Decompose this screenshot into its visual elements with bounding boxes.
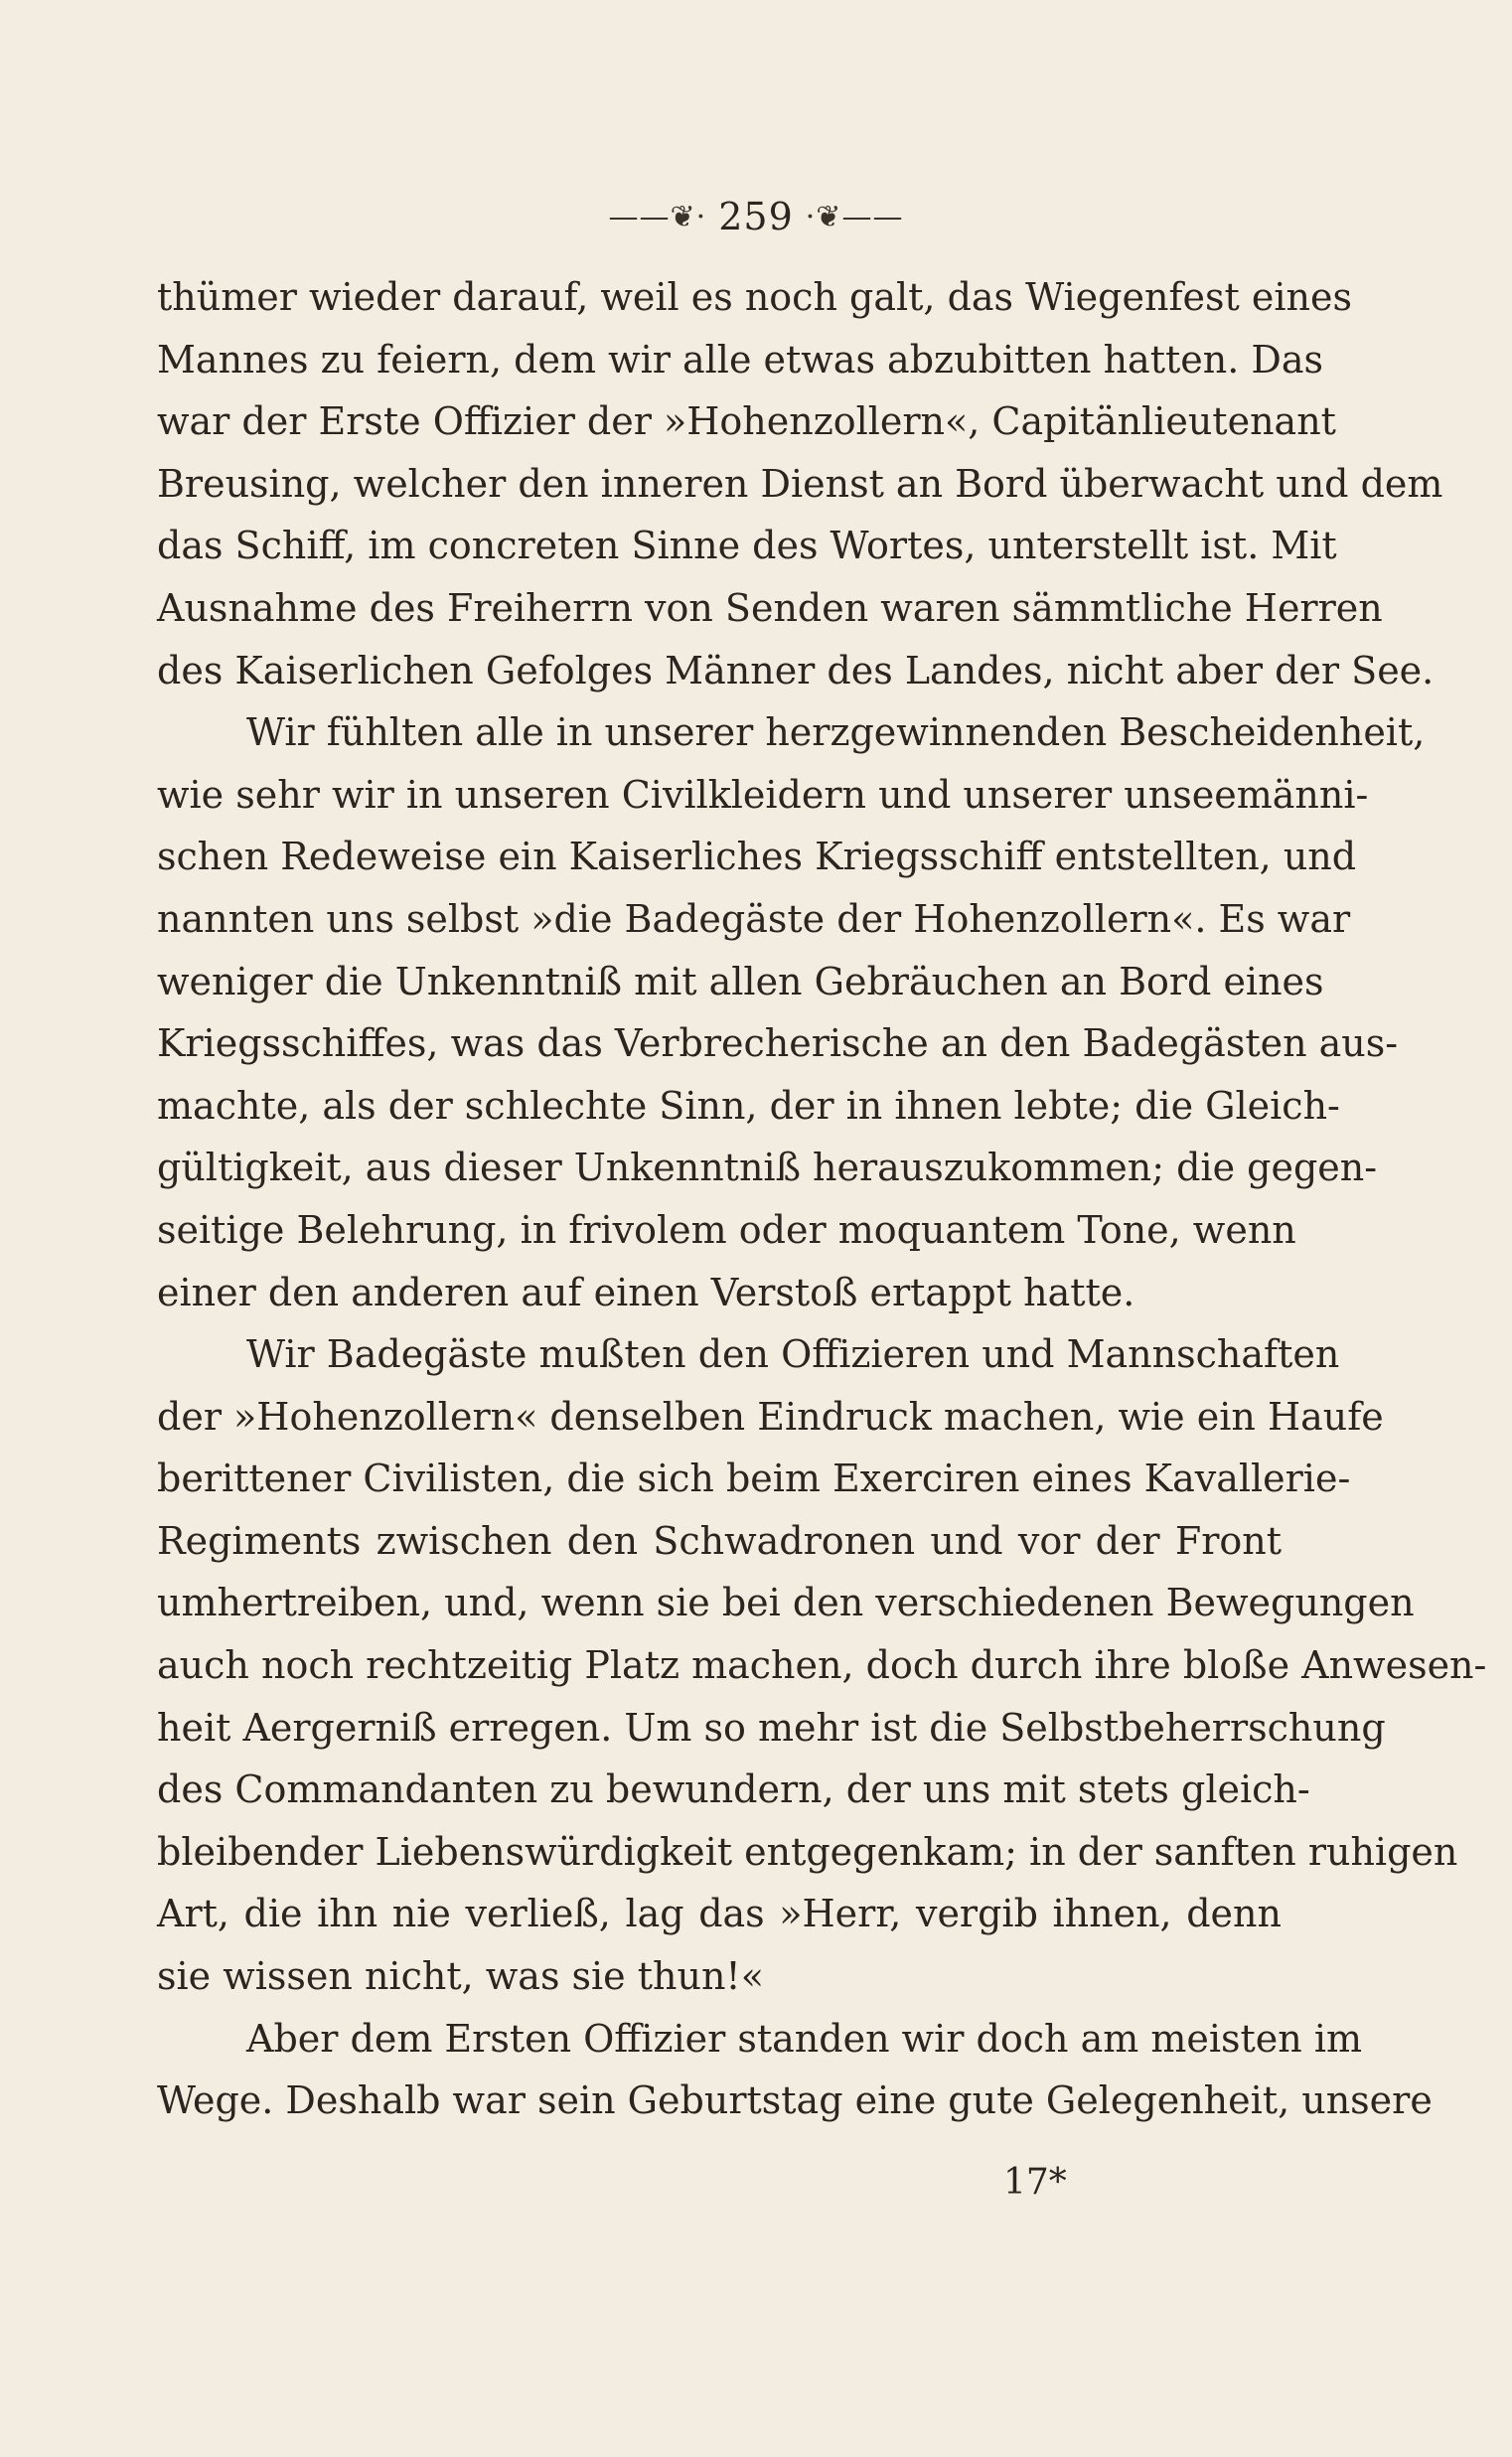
text-line: war der Erste Offizier der »Hohenzollern«, Capitänlieutenant <box>157 399 1336 444</box>
text-line: Kriegsschiffes, was das Verbrecherische an den Badegästen aus- <box>157 1021 1399 1066</box>
body-text <box>157 266 1487 2132</box>
text-line: das Schiff, im concreten Sinne des Wortes, unterstellt ist. Mit <box>157 524 1337 568</box>
text-line: weniger die Unkenntniß mit allen Gebräuchen an Bord eines <box>157 959 1324 1003</box>
text-line: Mannes zu feiern, dem wir alle etwas abzubitten hatten. Das <box>157 337 1323 382</box>
signature-mark: 17* <box>1003 2162 1067 2203</box>
text-line: Wir Badegäste mußten den Offizieren und Mannschaften <box>246 1332 1340 1377</box>
text-line: heit Aergerniß erregen. Um so mehr ist die Selbstbeherrschung <box>157 1705 1386 1750</box>
text-line: des Kaiserlichen Gefolges Männer des Landes, nicht aber der See. <box>157 648 1435 692</box>
text-line: der »Hohenzollern« denselben Eindruck machen, wie ein Haufe <box>157 1394 1384 1439</box>
text-line: Aber dem Ersten Offizier standen wir doch am meisten im <box>246 2016 1363 2061</box>
text-line: sie wissen nicht, was sie thun!« <box>157 1954 764 1999</box>
text-line: Ausnahme des Freiherrn von Senden waren sämmtliche Herren <box>157 585 1383 630</box>
text-line: machte, als der schlechte Sinn, der in ihnen lebte; die Gleich- <box>157 1083 1340 1128</box>
text-line: seitige Belehrung, in frivolem oder moquantem Tone, wenn <box>157 1207 1296 1252</box>
text-line: nannten uns selbst »die Badegäste der Hohenzollern«. Es war <box>157 896 1351 941</box>
text-line: bleibender Liebenswürdigkeit entgegenkam; in der sanften ruhigen <box>157 1829 1458 1874</box>
ornament-right-icon: ·❦—— <box>805 199 904 234</box>
text-line: schen Redeweise ein Kaiserliches Kriegsschiff entstellten, und <box>157 835 1357 879</box>
text-line: des Commandanten zu bewundern, der uns mit stets gleich- <box>157 1767 1310 1812</box>
text-line: Wege. Deshalb war sein Geburtstag eine gute Gelegenheit, unsere <box>157 2078 1433 2123</box>
text-line: Art, die ihn nie verließ, lag das »Herr, vergib ihnen, denn <box>157 1892 1282 1936</box>
text-line: Breusing, welcher den inneren Dienst an Bord überwacht und dem <box>157 461 1443 506</box>
text-line: wie sehr wir in unseren Civilkleidern und unserer unseemänni- <box>157 772 1369 817</box>
text-line: Wir fühlten alle in unserer herzgewinnenden Bescheidenheit, <box>246 710 1426 755</box>
text-line: umhertreiben, und, wenn sie bei den verschiedenen Bewegungen <box>157 1581 1415 1625</box>
text-line: gültigkeit, aus dieser Unkenntniß herauszukommen; die gegen- <box>157 1146 1378 1190</box>
text-line: einer den anderen auf einen Verstoß ertappt hatte. <box>157 1270 1135 1314</box>
ornament-left-icon: ——❦· <box>608 199 707 234</box>
text-line: auch noch rechtzeitig Platz machen, doch durch ihre bloße Anwesen- <box>157 1643 1487 1688</box>
text-line: thümer wieder darauf, weil es noch galt, das Wiegenfest eines <box>157 275 1352 319</box>
text-line: Regiments zwischen den Schwadronen und vor der Front <box>157 1518 1282 1563</box>
page-number: 259 <box>718 195 794 238</box>
text-line: berittener Civilisten, die sich beim Exerciren eines Kavallerie- <box>157 1457 1351 1501</box>
page-header <box>0 195 1512 238</box>
